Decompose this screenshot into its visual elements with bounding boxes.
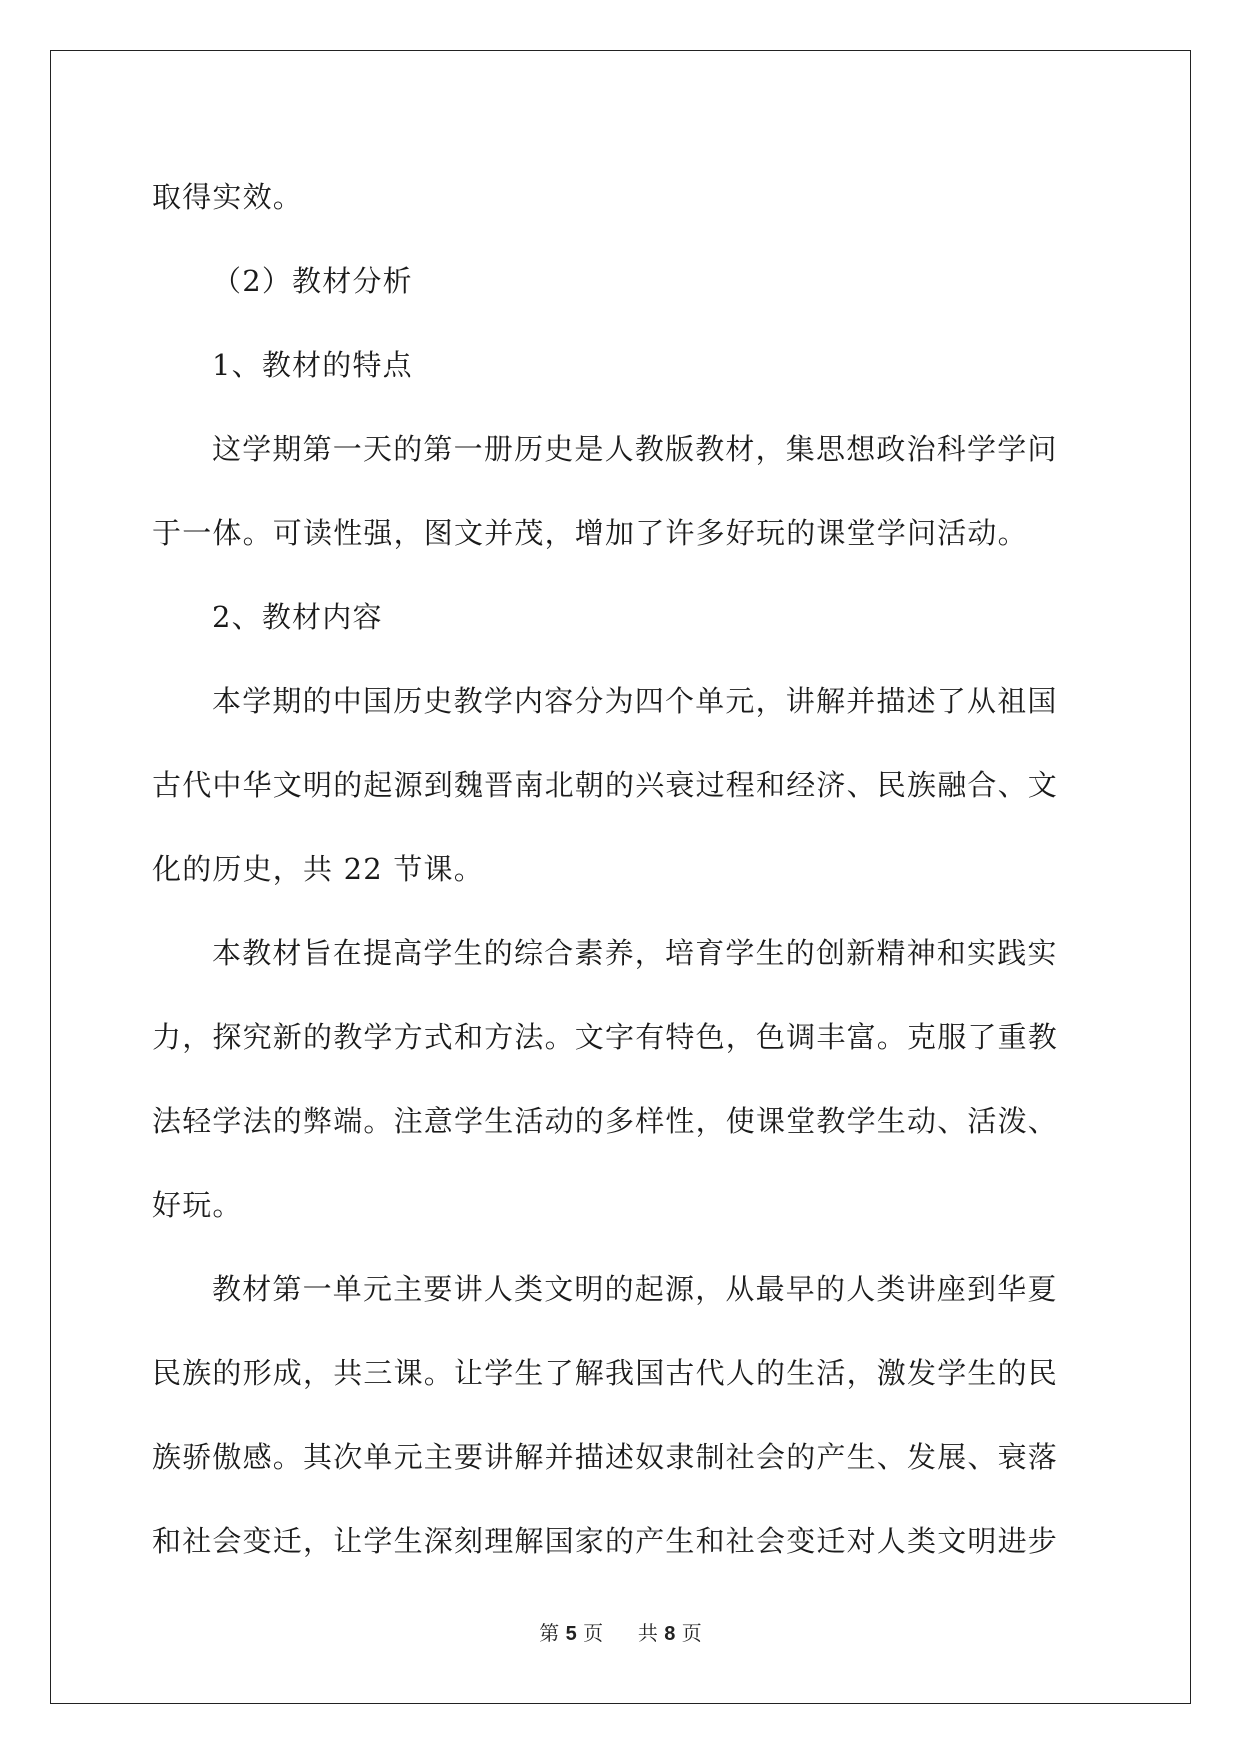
paragraph-line: 化的历史，共 22 节课。 — [152, 852, 484, 886]
subsection-heading: 2、教材内容 — [212, 600, 383, 634]
document-body — [152, 155, 1084, 1583]
paragraph-line: 这学期第一天的第一册历史是人教版教材，集思想政治科学学问 — [212, 432, 1058, 466]
paragraph-line: 于一体。可读性强，图文并茂，增加了许多好玩的课堂学问活动。 — [152, 516, 1028, 550]
page-suffix: 页 — [583, 1621, 604, 1645]
paragraph-line: 族骄傲感。其次单元主要讲解并描述奴隶制社会的产生、发展、衰落 — [152, 1440, 1059, 1474]
subsection-heading: 1、教材的特点 — [212, 348, 413, 382]
paragraph-line: 法轻学法的弊端。注意学生活动的多样性，使课堂教学生动、活泼、 — [152, 1104, 1059, 1138]
total-prefix: 共 — [637, 1621, 658, 1645]
total-suffix: 页 — [681, 1621, 702, 1645]
paragraph-line: 和社会变迁，让学生深刻理解国家的产生和社会变迁对人类文明进步 — [152, 1524, 1059, 1558]
paragraph-line: 力，探究新的教学方式和方法。文字有特色，色调丰富。克服了重教 — [152, 1020, 1059, 1054]
paragraph-line: 取得实效。 — [152, 180, 304, 214]
page-number: 5 — [565, 1623, 577, 1645]
total-pages: 8 — [664, 1623, 676, 1645]
paragraph-line: 本学期的中国历史教学内容分为四个单元，讲解并描述了从祖国 — [212, 684, 1058, 718]
paragraph-line: 好玩。 — [152, 1188, 243, 1222]
page-prefix: 第 — [539, 1621, 560, 1645]
section-heading: （2）教材分析 — [212, 264, 413, 298]
page-footer — [0, 1620, 1241, 1647]
paragraph-line: 古代中华文明的起源到魏晋南北朝的兴衰过程和经济、民族融合、文 — [152, 768, 1059, 802]
paragraph-line: 民族的形成，共三课。让学生了解我国古代人的生活，激发学生的民 — [152, 1356, 1059, 1390]
paragraph-line: 教材第一单元主要讲人类文明的起源，从最早的人类讲座到华夏 — [212, 1272, 1058, 1306]
paragraph-line: 本教材旨在提高学生的综合素养，培育学生的创新精神和实践实 — [212, 936, 1058, 970]
